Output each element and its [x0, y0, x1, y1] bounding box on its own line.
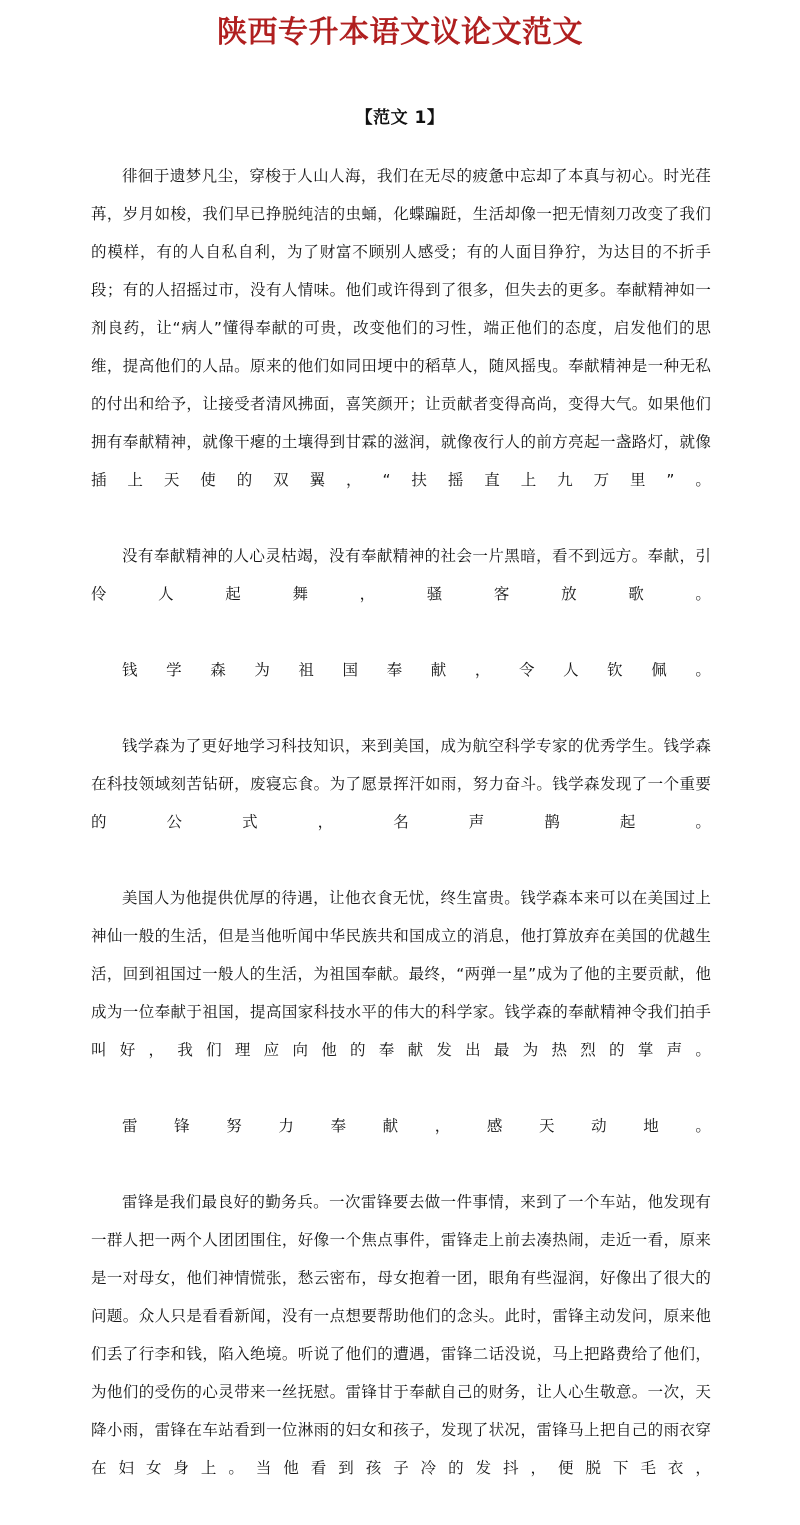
document-body	[91, 157, 711, 1525]
paragraph: 没有奉献精神的人心灵枯竭，没有奉献精神的社会一片黑暗，看不到远方。奉献，引伶人起舞，骚客放歌。	[91, 547, 711, 603]
section-heading-fanwen-1: 【范文 1】	[355, 108, 445, 128]
paragraph: 雷锋是我们最良好的勤务兵。一次雷锋要去做一件事情，来到了一个车站，他发现有一群人把一两个人团团围住，好像一个焦点事件，雷锋走上前去凑热闹，走近一看，原来是一对母女，他们神情慌张，愁云密布，母女抱着一团，眼角有些湿润，好像出了很大的问题。众人只是看看新闻，没有一点想要帮助他们的念头。此时，雷锋主动发问，原来他们丢了行李和钱，陷入绝境。听说了他们的遭遇，雷锋二话没说，马上把路费给了他们，为他们的受伤的心灵带来一丝抚慰。雷锋甘于奉献自己的财务，让人心生敬意。一次，天降小雨，雷锋在车站看到一位淋雨的妇女和孩子，发现了状况，雷锋马上把自己的雨衣穿在妇女身上。当他看到孩子冷的发抖，便脱下毛衣，	[91, 1193, 711, 1477]
paragraph: 徘徊于遗梦凡尘，穿梭于人山人海，我们在无尽的疲惫中忘却了本真与初心。时光荏苒，岁月如梭，我们早已挣脱纯洁的虫蛹，化蝶蹁跹，生活却像一把无情刻刀改变了我们的模样，有的人自私自利，为了财富不顾别人感受；有的人面目狰狞，为达目的不折手段；有的人招摇过市，没有人情味。他们或许得到了很多，但失去的更多。奉献精神如一剂良药，让“病人”懂得奉献的可贵，改变他们的习性，端正他们的态度，启发他们的思维，提高他们的人品。原来的他们如同田埂中的稻草人，随风摇曳。奉献精神是一种无私的付出和给予，让接受者清风拂面，喜笑颜开；让贡献者变得高尚，变得大气。如果他们拥有奉献精神，就像干瘪的土壤得到甘霖的滋润，就像夜行人的前方亮起一盏路灯，就像插上天使的双翼，“扶摇直上九万里”。	[91, 167, 711, 489]
paragraph: 钱学森为了更好地学习科技知识，来到美国，成为航空科学专家的优秀学生。钱学森在科技领域刻苦钻研，废寝忘食。为了愿景挥汗如雨，努力奋斗。钱学森发现了一个重要的公式，名声鹊起。	[91, 737, 711, 831]
page-title: 陕西专升本语文议论文范文	[217, 15, 583, 50]
paragraph: 钱学森为祖国奉献，令人钦佩。	[122, 661, 711, 679]
paragraph: 美国人为他提供优厚的待遇，让他衣食无忧，终生富贵。钱学森本来可以在美国过上神仙一般的生活，但是当他听闻中华民族共和国成立的消息，他打算放弃在美国的优越生活，回到祖国过一般人的生活，为祖国奉献。最终，“两弹一星”成为了他的主要贡献，他成为一位奉献于祖国，提高国家科技水平的伟大的科学家。钱学森的奉献精神令我们拍手叫好，我们理应向他的奉献发出最为热烈的掌声。	[91, 889, 711, 1059]
paragraph: 雷锋努力奉献，感天动地。	[122, 1117, 711, 1135]
